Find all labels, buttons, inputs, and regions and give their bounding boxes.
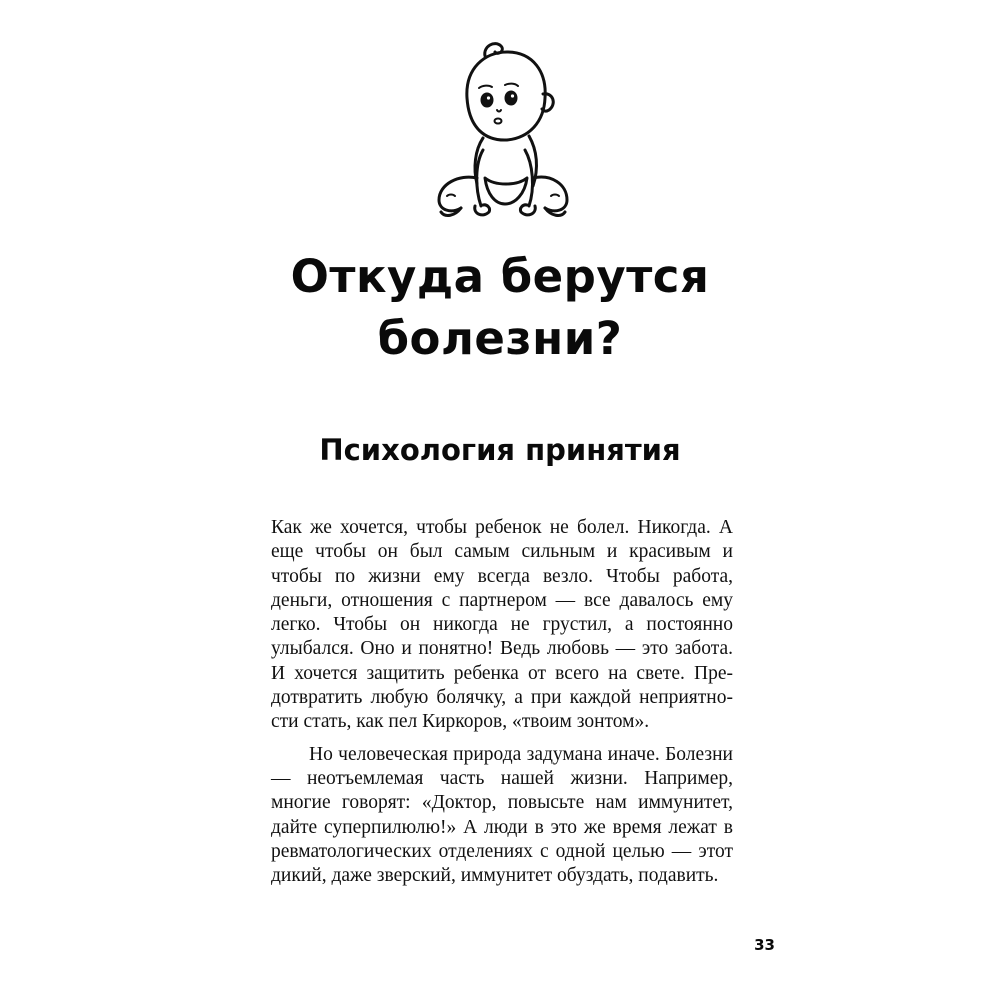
- baby-icon: [425, 38, 575, 228]
- chapter-title: [0, 246, 1000, 370]
- chapter-title-line-2: болезни?: [377, 312, 623, 365]
- paragraph-2: Но человеческая природа задумана иначе. Болезни — неотъемлемая часть нашей жизни. Например, многие говорят: «Доктор, повысьте нам иммунитет, дайте суперпилюлю!» А люди в это же время лежат в ревматологических отделениях с одной целью — этот дикий, даже зверский, иммунитет обуздать, подавить.: [271, 743, 733, 887]
- section-title: Психология принятия: [319, 433, 681, 467]
- body-text: [271, 516, 733, 896]
- page-number: 33: [754, 936, 775, 954]
- paragraph-1: Как же хочется, чтобы ребенок не болел. Никогда. А еще чтобы он был самым сильным и красивым и чтобы по жизни ему всегда везло. Чтобы работа, деньги, отношения с партнером — все давалось ему легко. Чтобы он никогда не грустил, а постоянно улыбался. Оно и понятно! Ведь любовь — это забота. И хочется защитить ребенка от всего на свете. Предотвратить любую болячку, а при каждой неприятности стать, как пел Киркоров, «твоим зонтом».: [271, 517, 733, 733]
- chapter-title-line-1: Откуда берутся: [290, 250, 710, 303]
